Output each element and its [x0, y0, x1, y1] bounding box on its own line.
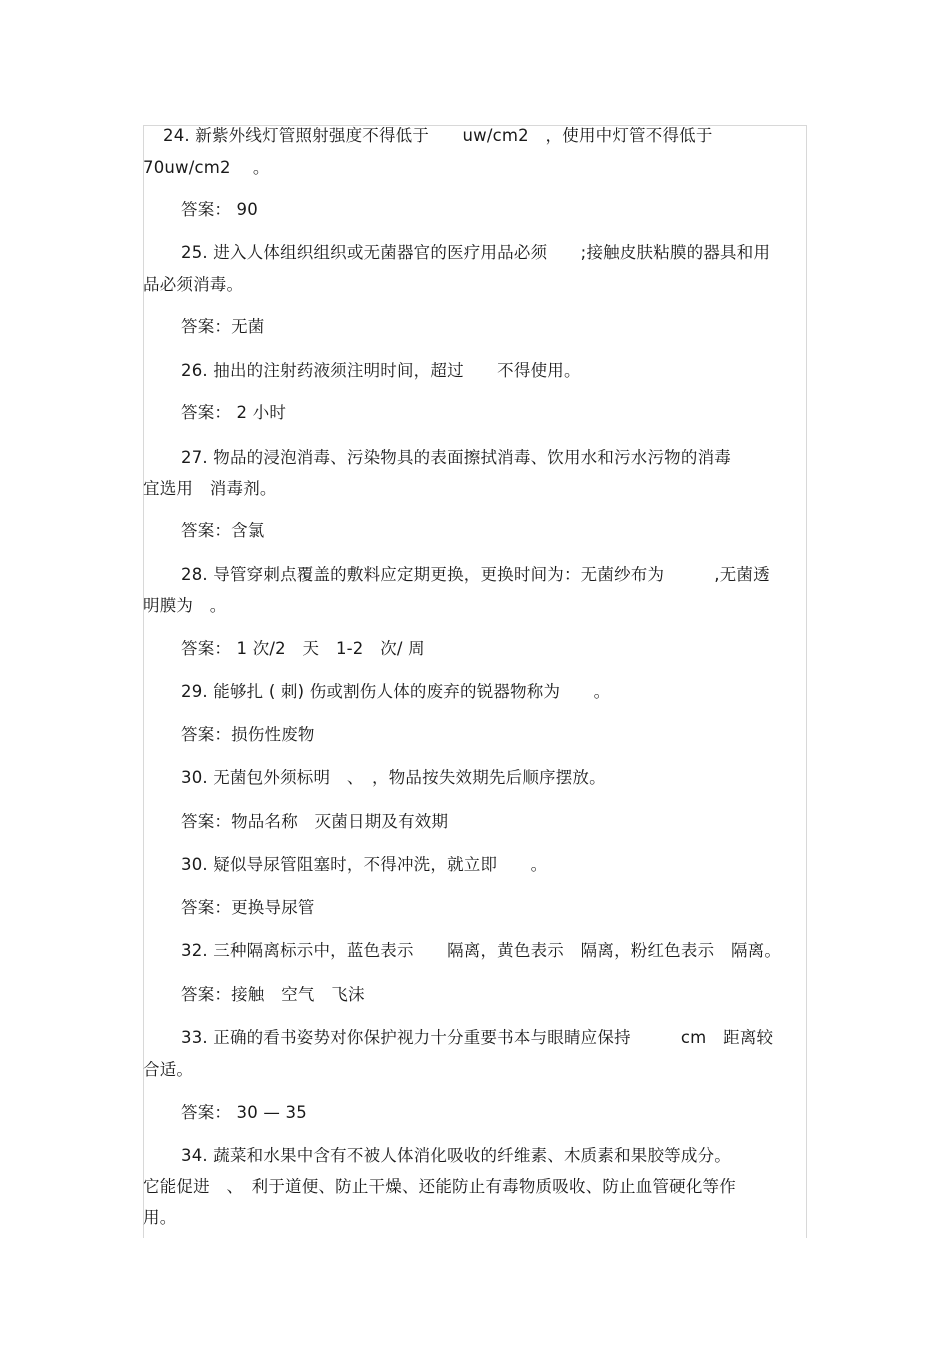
question-28-line-1: 28. 导管穿刺点覆盖的敷料应定期更换，更换时间为：无菌纱布为 ,无菌透: [181, 565, 770, 584]
question-33-line-1: 33. 正确的看书姿势对你保护视力十分重要书本与眼睛应保持 cm 距离较: [181, 1028, 774, 1047]
answer-29: 答案：损伤性废物: [181, 725, 315, 744]
question-25-line-2: 品必须消毒。: [143, 275, 244, 294]
page-frame-right: [806, 125, 807, 1238]
question-24-line-2: 70uw/cm2 。: [143, 158, 270, 177]
answer-32: 答案：接触 空气 飞沫: [181, 985, 365, 1004]
answer-33: 答案： 30 — 35: [181, 1103, 307, 1122]
question-27-line-1: 27. 物品的浸泡消毒、污染物具的表面擦拭消毒、饮用水和污水污物的消毒: [181, 448, 731, 467]
question-30-line-1: 30. 无菌包外须标明 、 ，物品按失效期先后顺序摆放。: [181, 768, 606, 787]
question-34-line-2: 它能促进 、 利于道便、防止干燥、还能防止有毒物质吸收、防止血管硬化等作: [143, 1177, 736, 1196]
answer-26: 答案： 2 小时: [181, 403, 287, 422]
question-27-line-2: 宜选用 消毒剂。: [143, 479, 277, 498]
question-34-line-3: 用。: [143, 1208, 177, 1227]
answer-31: 答案：更换导尿管: [181, 898, 315, 917]
answer-30: 答案：物品名称 灭菌日期及有效期: [181, 812, 449, 831]
answer-25: 答案：无菌: [181, 317, 265, 336]
answer-24: 答案： 90: [181, 200, 258, 219]
question-24-line-1: 24. 新紫外线灯管照射强度不得低于 uw/cm2 ，使用中灯管不得低于: [163, 126, 713, 145]
question-32-line-1: 32. 三种隔离标示中，蓝色表示 隔离，黄色表示 隔离，粉红色表示 隔离。: [181, 941, 782, 960]
answer-27: 答案：含氯: [181, 521, 265, 540]
question-31-line-1: 30. 疑似导尿管阻塞时，不得冲洗，就立即 。: [181, 855, 548, 874]
question-28-line-2: 明膜为 。: [143, 596, 227, 615]
question-29-line-1: 29. 能够扎 ( 刺) 伤或割伤人体的废弃的锐器物称为 。: [181, 682, 611, 701]
question-33-line-2: 合适。: [143, 1060, 194, 1079]
answer-28: 答案： 1 次/2 天 1-2 次/ 周: [181, 639, 425, 658]
question-26-line-1: 26. 抽出的注射药液须注明时间，超过 不得使用。: [181, 361, 581, 380]
question-25-line-1: 25. 进入人体组织组织或无菌器官的医疗用品必须 ;接触皮肤粘膜的器具和用: [181, 243, 771, 262]
question-34-line-1: 34. 蔬菜和水果中含有不被人体消化吸收的纤维素、木质素和果胶等成分。: [181, 1146, 731, 1165]
